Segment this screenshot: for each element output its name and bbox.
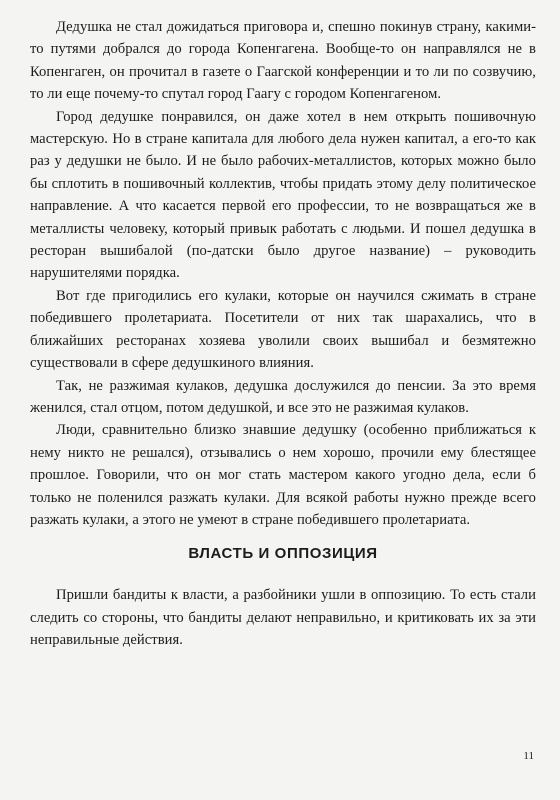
paragraph-copenhagen-workshop: Город дедушке понравился, он даже хотел в нем открыть пошивочную мастерскую. Но в стране капитала для любого дела нужен капитал, а его-то как раз у дедушки не было. И не было рабочих-металлистов, которых можно было бы сплотить в пошивочный коллектив, чтобы придать этому делу политическое направление. А что касается первой его профессии, то не возвращаться же в металлисты человеку, который привык работать с людьми. И пошел дедушка в ресторан вышибалой (по-датски было другое название) – руководить нарушителями порядка.	[30, 108, 536, 282]
paragraph-people-opinion: Люди, сравнительно близко знавшие дедушку (особенно приближаться к нему никто не решался), отзывались о нем хорошо, прочили ему блестящее прошлое. Говорили, что он мог стать мастером какого угодно дела, если б только не поленился разжать кулаки. Для всякой работы нужно прежде всего разжать кулаки, а этого не умеют в стране победившего пролетариата.	[30, 422, 536, 528]
section-heading: ВЛАСТЬ И ОППОЗИЦИЯ	[188, 545, 378, 563]
paragraph-fists-useful: Вот где пригодились его кулаки, которые он научился сжимать в стране победившего пролетариата. Посетители от них так шарахались, что в ближайших ресторанах хозяева уволили своих вышибал и безмятежно существовали в сфере дедушкиного влияния.	[30, 287, 536, 372]
paragraph-grandfather-flight: Дедушка не стал дожидаться приговора и, спешно покинув страну, какими-то путями добрался до города Копенгагена. Вообще-то он направлялся не в Копенгаген, он прочитал в газете о Гаагской конференции и то ли по созвучию, то ли еще почему-то спутал город Гаагу с городом Копенгагеном.	[30, 19, 536, 103]
paragraph-bandits-power: Пришли бандиты к власти, а разбойники ушли в оппозицию. То есть стали следить со стороны, что бандиты делают неправильно, и критиковать их за эти неправильные действия.	[30, 587, 536, 649]
paragraph-pension: Так, не разжимая кулаков, дедушка дослужился до пенсии. За это время женился, стал отцом, потом дедушкой, и все это не разжимая кулаков.	[30, 377, 536, 416]
page-number: 11	[523, 750, 534, 762]
